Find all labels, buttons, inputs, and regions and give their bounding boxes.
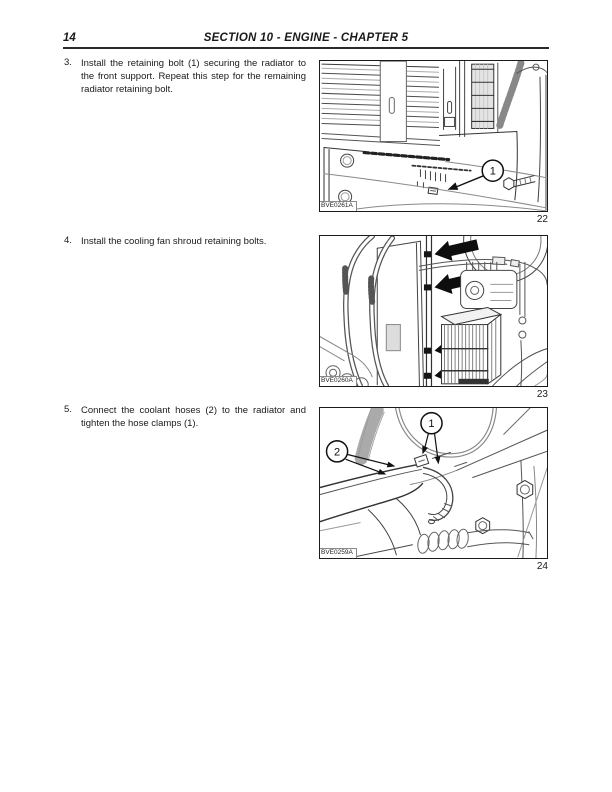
step-number: 5.	[64, 404, 72, 415]
step-number: 4.	[64, 235, 72, 246]
compressor	[461, 262, 517, 308]
photo-id-label: BVE0259A	[320, 548, 357, 558]
figure-22-illustration	[320, 61, 547, 211]
step-item-4	[64, 235, 306, 248]
radiator-end-tank	[444, 61, 465, 136]
shroud-bolt	[424, 373, 431, 379]
hose-clamp	[414, 455, 452, 524]
step-item-5	[64, 404, 306, 430]
header-rule	[63, 47, 549, 49]
figure-23	[319, 235, 548, 387]
shroud-bolt	[424, 284, 431, 290]
photo-id-label: BVE0261A	[320, 201, 357, 211]
callout-2-label: 2	[334, 446, 341, 459]
stud-bolt	[504, 176, 535, 190]
fan-shroud-edge	[424, 236, 432, 386]
figure-23-illustration	[320, 236, 547, 386]
condenser-ladder	[472, 63, 498, 131]
pointer-arrowhead	[448, 182, 459, 189]
hex-bolt	[517, 480, 533, 498]
bolt-detail-ticks	[417, 170, 445, 188]
pointer-arrowhead	[435, 456, 441, 464]
coolant-hose	[320, 452, 467, 530]
coolant-hoses	[345, 236, 392, 386]
shroud-bolt	[424, 348, 431, 354]
photo-id-label: BVE0260A	[320, 376, 357, 386]
page-number: 14	[63, 32, 76, 44]
frame-right	[519, 262, 526, 386]
hidden-edge-dashes	[364, 153, 448, 160]
callout-1-pointer	[448, 160, 504, 190]
figure-number-22: 22	[536, 214, 548, 225]
step-text: Install the cooling fan shroud retaining bolts.	[81, 236, 267, 247]
belt-band	[358, 408, 384, 460]
hose-loop	[397, 408, 494, 455]
step-text: Connect the coolant hoses (2) to the radiator and tighten the hose clamps (1).	[81, 405, 306, 430]
lower-hose	[350, 499, 533, 558]
step-item-3	[64, 57, 306, 97]
pointer-arrowhead	[387, 462, 396, 468]
shroud-bolt	[424, 251, 431, 257]
step-text: Install the retaining bolt (1) securing the radiator to the front support. Repeat this step for the remaining radiator retaining bolt.	[81, 58, 306, 96]
callout-1-label: 1	[428, 418, 435, 431]
step-number: 3.	[64, 57, 72, 68]
callout-1-label: 1	[489, 165, 496, 178]
oil-cooler	[442, 307, 501, 383]
header-title: SECTION 10 - ENGINE - CHAPTER 5	[203, 32, 409, 44]
figure-number-23: 23	[536, 389, 548, 400]
radiator-bracket-band	[380, 61, 406, 141]
figure-number-24: 24	[536, 561, 548, 572]
radiator-panel	[377, 241, 423, 386]
figure-24	[319, 407, 548, 559]
figure-22	[319, 60, 548, 212]
figure-24-illustration	[320, 408, 547, 558]
